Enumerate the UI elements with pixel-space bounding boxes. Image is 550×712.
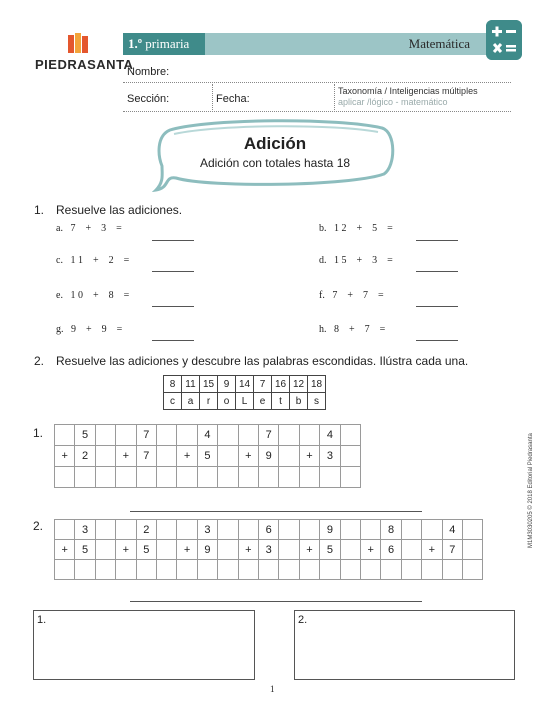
addend-top: 5 xyxy=(74,424,95,446)
drawing-box-1-label: 1. xyxy=(37,614,47,626)
addend-bottom: 3 xyxy=(258,539,279,560)
plus-sign: + xyxy=(176,539,197,560)
grid-cell xyxy=(278,424,299,446)
sum-answer-cell[interactable] xyxy=(380,559,401,580)
header-bottom-line xyxy=(123,111,511,112)
grid-cell xyxy=(95,539,116,560)
code-number: 16 xyxy=(272,376,290,393)
sum-answer-cell[interactable] xyxy=(176,466,197,488)
code-letters-row xyxy=(164,393,326,410)
grid-cell xyxy=(95,519,116,540)
grade-label xyxy=(123,33,205,55)
answer-blank-f[interactable] xyxy=(416,305,458,307)
answer-blank-b[interactable] xyxy=(416,239,458,241)
worksheet-title: Adición xyxy=(243,134,307,153)
grid-cell xyxy=(176,519,197,540)
date-label: Fecha: xyxy=(216,93,250,105)
addend-top: 8 xyxy=(380,519,401,540)
grid-cell xyxy=(278,445,299,467)
sum-answer-cell[interactable] xyxy=(115,466,136,488)
exercise-a: a. 7 + 3 = xyxy=(56,223,122,234)
grid-cell xyxy=(54,519,75,540)
sum-answer-cell[interactable] xyxy=(54,466,75,488)
grid-cell xyxy=(156,424,177,446)
plus-sign: + xyxy=(54,445,75,467)
grid-cell xyxy=(462,539,483,560)
addend-bottom: 5 xyxy=(197,445,218,467)
answer-blank-a[interactable] xyxy=(152,239,194,241)
addend-top: 7 xyxy=(258,424,279,446)
grid-cell xyxy=(115,519,136,540)
plus-sign: + xyxy=(115,445,136,467)
title-cloud-frame xyxy=(150,116,400,192)
grid-cell xyxy=(299,424,320,446)
sum-answer-cell[interactable] xyxy=(217,466,238,488)
drawing-box-1[interactable] xyxy=(33,610,255,680)
sum-answer-cell[interactable] xyxy=(258,466,279,488)
code-letter: t xyxy=(272,393,290,410)
code-number: 14 xyxy=(236,376,254,393)
plus-sign: + xyxy=(176,445,197,467)
worksheet-subtitle: Adición con totales hasta 18 xyxy=(199,156,351,170)
grid-cell xyxy=(340,445,361,467)
sum-answer-cell[interactable] xyxy=(238,466,259,488)
sum-answer-cell[interactable] xyxy=(421,559,442,580)
exercise-h: h. 8 + 7 = xyxy=(319,324,386,335)
code-letter: a xyxy=(182,393,200,410)
sum-answer-cell[interactable] xyxy=(197,559,218,580)
grid-cell xyxy=(95,424,116,446)
q1-instruction: Resuelve las adiciones. xyxy=(56,203,183,217)
addend-bottom: 5 xyxy=(74,539,95,560)
grid-cell xyxy=(360,519,381,540)
grid-cell xyxy=(95,445,116,467)
sum-answer-cell[interactable] xyxy=(156,559,177,580)
grid-cell xyxy=(217,519,238,540)
answer-blank-h[interactable] xyxy=(416,339,458,341)
q2-instruction: Resuelve las adiciones y descubre las palabras escondidas. Ilústra cada una. xyxy=(56,354,469,368)
q1-number: 1. xyxy=(34,203,45,217)
addend-top: 6 xyxy=(258,519,279,540)
grid-cell xyxy=(115,424,136,446)
sum-answer-cell[interactable] xyxy=(360,559,381,580)
code-number: 12 xyxy=(290,376,308,393)
grade-word: primaria xyxy=(145,36,190,51)
answer-blank-e[interactable] xyxy=(152,305,194,307)
grid-cell xyxy=(340,539,361,560)
sum-answer-cell[interactable] xyxy=(278,559,299,580)
letter-code-table xyxy=(163,375,326,410)
plus-sign: + xyxy=(360,539,381,560)
hidden-word-line-1[interactable] xyxy=(130,510,422,512)
sum-answer-cell[interactable] xyxy=(319,466,340,488)
page-number: 1 xyxy=(270,684,275,694)
code-number: 9 xyxy=(218,376,236,393)
code-number: 7 xyxy=(254,376,272,393)
plus-sign: + xyxy=(299,539,320,560)
code-number: 8 xyxy=(164,376,182,393)
exercise-b: b. 1 2 + 5 = xyxy=(319,223,393,234)
name-label: Nombre: xyxy=(127,66,170,78)
addend-bottom: 9 xyxy=(197,539,218,560)
exercise-g: g. 9 + 9 = xyxy=(56,324,123,335)
sum-answer-cell[interactable] xyxy=(299,559,320,580)
grid-cell xyxy=(278,519,299,540)
sum-answer-cell[interactable] xyxy=(74,466,95,488)
math-operations-icon xyxy=(486,20,522,60)
addend-bottom: 7 xyxy=(442,539,463,560)
section-label: Sección: xyxy=(127,93,170,105)
sub1-label: 1. xyxy=(33,426,44,440)
grid-cell xyxy=(217,539,238,560)
plus-sign: + xyxy=(299,445,320,467)
addend-bottom: 3 xyxy=(319,445,340,467)
grid-cell xyxy=(340,424,361,446)
addend-top: 4 xyxy=(319,424,340,446)
sum-answer-cell[interactable] xyxy=(238,559,259,580)
exercise-f: f. 7 + 7 = xyxy=(319,290,384,301)
code-number: 18 xyxy=(308,376,326,393)
grid-cell xyxy=(217,424,238,446)
grid-cell xyxy=(462,519,483,540)
addend-bottom: 9 xyxy=(258,445,279,467)
grid-cell xyxy=(176,424,197,446)
addend-top: 2 xyxy=(136,519,157,540)
addend-bottom: 6 xyxy=(380,539,401,560)
sum-answer-cell[interactable] xyxy=(278,466,299,488)
sum-answer-cell[interactable] xyxy=(136,559,157,580)
sum-answer-cell[interactable] xyxy=(197,466,218,488)
plus-sign: + xyxy=(238,445,259,467)
code-number: 11 xyxy=(182,376,200,393)
addend-bottom: 5 xyxy=(319,539,340,560)
q2-number: 2. xyxy=(34,354,45,368)
copyright-code: M1M3030205 © 2018 Editorial Piedrasanta xyxy=(528,433,534,548)
exercise-c: c. 1 1 + 2 = xyxy=(56,255,130,266)
drawing-box-2-label: 2. xyxy=(298,614,308,626)
plus-sign: + xyxy=(115,539,136,560)
addend-top: 7 xyxy=(136,424,157,446)
sum-answer-cell[interactable] xyxy=(340,559,361,580)
code-letter: o xyxy=(218,393,236,410)
grid-cell xyxy=(156,519,177,540)
sum-answer-cell[interactable] xyxy=(319,559,340,580)
code-letter: b xyxy=(290,393,308,410)
name-line[interactable] xyxy=(123,82,511,83)
sum-answer-cell[interactable] xyxy=(462,559,483,580)
sum-answer-cell[interactable] xyxy=(74,559,95,580)
code-letter: e xyxy=(254,393,272,410)
code-letter: L xyxy=(236,393,254,410)
code-letter: c xyxy=(164,393,182,410)
exercise-e: e. 1 0 + 8 = xyxy=(56,290,130,301)
sum-answer-cell[interactable] xyxy=(258,559,279,580)
sub2-label: 2. xyxy=(33,519,44,533)
hidden-word-line-2[interactable] xyxy=(130,600,422,602)
sum-answer-cell[interactable] xyxy=(217,559,238,580)
sum-answer-cell[interactable] xyxy=(156,466,177,488)
addend-bottom: 7 xyxy=(136,445,157,467)
sum-answer-cell[interactable] xyxy=(95,559,116,580)
code-letter: r xyxy=(200,393,218,410)
sum-answer-cell[interactable] xyxy=(299,466,320,488)
sum-answer-cell[interactable] xyxy=(340,466,361,488)
addend-bottom: 5 xyxy=(136,539,157,560)
subject-title: Matemática xyxy=(408,36,470,51)
drawing-box-2[interactable] xyxy=(294,610,515,680)
addend-bottom: 2 xyxy=(74,445,95,467)
date-taxonomy-divider xyxy=(334,84,335,110)
grid-cell xyxy=(238,424,259,446)
section-date-divider xyxy=(212,84,213,110)
plus-sign: + xyxy=(54,539,75,560)
grid-cell xyxy=(156,445,177,467)
sum-answer-cell[interactable] xyxy=(95,466,116,488)
addend-top: 9 xyxy=(319,519,340,540)
sum-answer-cell[interactable] xyxy=(442,559,463,580)
grid-cell xyxy=(421,519,442,540)
grid-cell xyxy=(340,519,361,540)
code-number: 15 xyxy=(200,376,218,393)
code-letter: s xyxy=(308,393,326,410)
grid-cell xyxy=(401,539,422,560)
grid-cell xyxy=(54,424,75,446)
answer-blank-d[interactable] xyxy=(416,270,458,272)
taxonomy-title: Taxonomía / Inteligencias múltiples xyxy=(338,86,478,96)
addend-top: 4 xyxy=(442,519,463,540)
answer-blank-c[interactable] xyxy=(152,270,194,272)
grid-cell xyxy=(401,519,422,540)
grade-number: 1.º xyxy=(128,36,143,51)
addend-top: 4 xyxy=(197,424,218,446)
plus-sign: + xyxy=(421,539,442,560)
code-numbers-row xyxy=(164,376,326,393)
answer-blank-g[interactable] xyxy=(152,339,194,341)
brand-name: PIEDRASANTA xyxy=(35,57,134,72)
sum-answer-cell[interactable] xyxy=(115,559,136,580)
sum-answer-cell[interactable] xyxy=(136,466,157,488)
taxonomy-subtitle: aplicar /lógico - matemático xyxy=(338,97,448,107)
exercise-d: d. 1 5 + 3 = xyxy=(319,255,393,266)
sum-answer-cell[interactable] xyxy=(176,559,197,580)
grid-cell xyxy=(238,519,259,540)
plus-sign: + xyxy=(238,539,259,560)
sum-answer-cell[interactable] xyxy=(401,559,422,580)
grid-cell xyxy=(278,539,299,560)
grid-cell xyxy=(299,519,320,540)
addend-top: 3 xyxy=(197,519,218,540)
grid-cell xyxy=(156,539,177,560)
piedrasanta-logo-icon xyxy=(66,33,90,55)
grid-cell xyxy=(217,445,238,467)
sum-answer-cell[interactable] xyxy=(54,559,75,580)
addend-top: 3 xyxy=(74,519,95,540)
